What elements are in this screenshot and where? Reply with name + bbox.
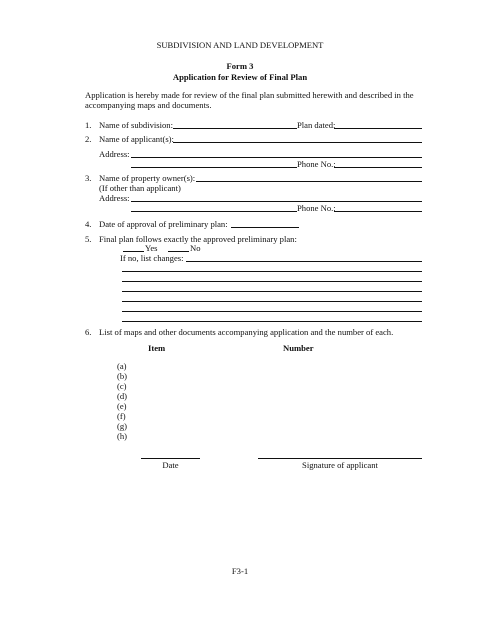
number-column-header: Number: [283, 343, 314, 353]
item-3-note: (If other than applicant): [99, 183, 181, 193]
list-item: (b): [117, 371, 128, 381]
applicant-address-label: Address:: [99, 149, 130, 159]
item-column-header: Item: [148, 343, 166, 353]
form-title: Application for Review of Final Plan: [172, 72, 308, 82]
owner-address-field[interactable]: [131, 201, 422, 202]
list-item: (a): [117, 361, 127, 371]
applicant-address-field[interactable]: [131, 157, 422, 158]
item-5-label: Final plan follows exactly the approved preliminary plan:: [99, 234, 297, 244]
date-signature-line[interactable]: [141, 458, 200, 459]
intro-line-1: Application is hereby made for review of the final plan submitted herewith and described in the: [85, 90, 414, 100]
signature-label: Signature of applicant: [302, 460, 378, 470]
form-number: Form 3: [226, 61, 254, 71]
owner-phone-field[interactable]: [334, 211, 422, 212]
owner-phone-label: Phone No.:: [297, 203, 336, 213]
page-number: F3-1: [231, 566, 249, 576]
list-item: (c): [117, 381, 127, 391]
list-item: (e): [117, 401, 127, 411]
item-5-number: 5.: [85, 234, 92, 244]
changes-field-3[interactable]: [122, 281, 422, 282]
date-label: Date: [162, 460, 179, 470]
owner-address-field-2[interactable]: [131, 211, 297, 212]
approval-date-field[interactable]: [231, 227, 299, 228]
subdivision-name-field[interactable]: [173, 128, 297, 129]
changes-field-6[interactable]: [122, 311, 422, 312]
changes-field-7[interactable]: [122, 321, 422, 322]
no-checkbox-line[interactable]: [168, 251, 189, 252]
list-item: (h): [117, 431, 128, 441]
changes-field-5[interactable]: [122, 301, 422, 302]
item-1-label: Name of subdivision:: [99, 120, 173, 130]
list-item: (f): [117, 411, 126, 421]
item-6-number: 6.: [85, 327, 92, 337]
item-3-label: Name of property owner(s):: [99, 173, 196, 183]
document-title: SUBDIVISION AND LAND DEVELOPMENT: [156, 40, 324, 50]
owner-name-field[interactable]: [196, 181, 422, 182]
applicant-name-field[interactable]: [173, 142, 422, 143]
plan-dated-field[interactable]: [334, 128, 422, 129]
list-item: (d): [117, 391, 128, 401]
changes-field-2[interactable]: [122, 271, 422, 272]
item-4-number: 4.: [85, 219, 92, 229]
applicant-address-field-2[interactable]: [131, 167, 297, 168]
plan-dated-label: Plan dated:: [297, 120, 336, 130]
yes-checkbox-line[interactable]: [123, 251, 144, 252]
yes-label: Yes: [145, 243, 158, 253]
no-label: No: [190, 243, 201, 253]
item-2-number: 2.: [85, 134, 92, 144]
applicant-phone-label: Phone No.:: [297, 159, 336, 169]
item-6-label: List of maps and other documents accompanying application and the number of each.: [99, 327, 394, 337]
applicant-phone-field[interactable]: [334, 167, 422, 168]
changes-label: If no, list changes:: [120, 253, 184, 263]
item-3-number: 3.: [85, 173, 92, 183]
changes-field-1[interactable]: [186, 261, 422, 262]
item-1-number: 1.: [85, 120, 92, 130]
applicant-signature-line[interactable]: [258, 458, 422, 459]
owner-address-label: Address:: [99, 193, 130, 203]
changes-field-4[interactable]: [122, 291, 422, 292]
item-2-label: Name of applicant(s):: [99, 134, 174, 144]
item-4-label: Date of approval of preliminary plan:: [99, 219, 228, 229]
list-item: (g): [117, 421, 128, 431]
intro-line-2: accompanying maps and documents.: [85, 100, 212, 110]
